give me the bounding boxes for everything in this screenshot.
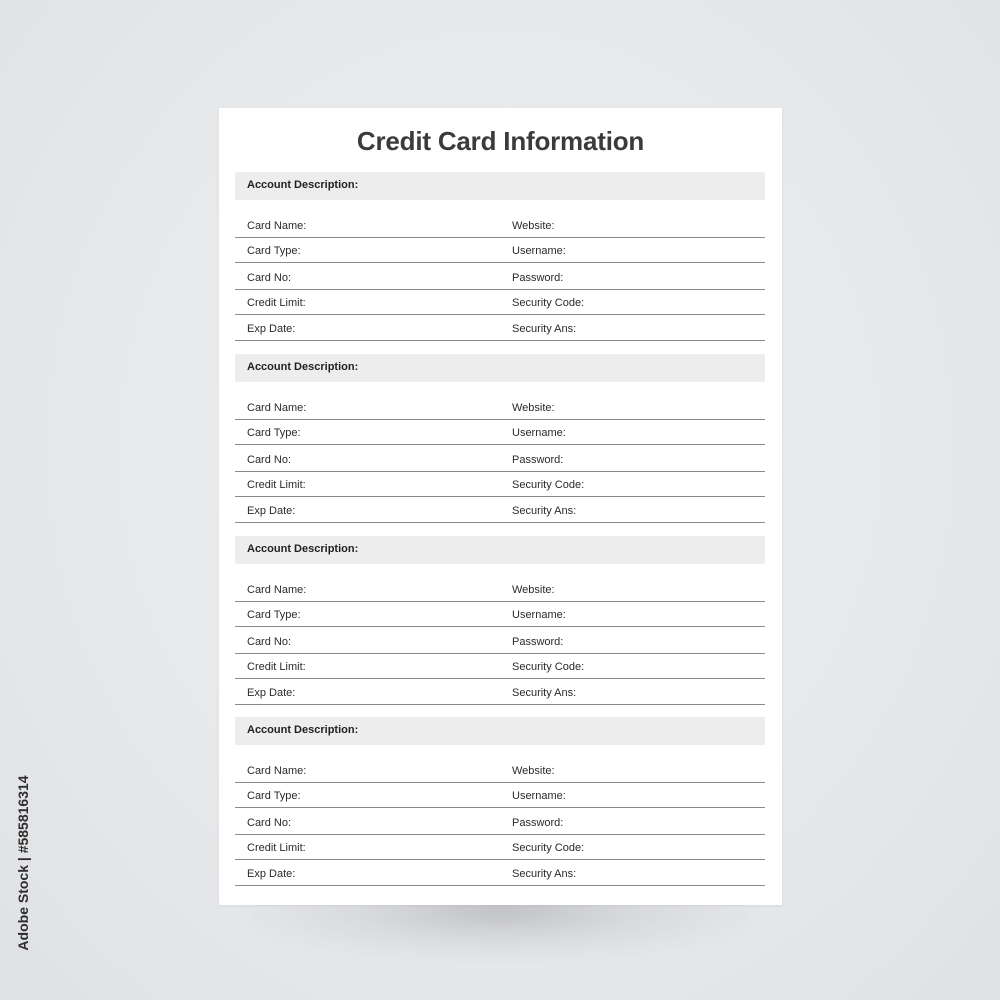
section-header [235, 536, 765, 564]
fill-in-line[interactable] [235, 626, 765, 627]
form-row [235, 475, 765, 497]
field-label-left: Credit Limit: [247, 661, 306, 673]
field-label-left: Card Type: [247, 245, 301, 257]
section-header [235, 172, 765, 200]
form-row [235, 450, 765, 472]
form-row [235, 268, 765, 290]
form-row [235, 786, 765, 808]
fill-in-line[interactable] [235, 237, 765, 238]
fill-in-line[interactable] [235, 859, 765, 860]
fill-in-line[interactable] [235, 419, 765, 420]
form-row [235, 398, 765, 420]
form-row [235, 216, 765, 238]
field-label-right: Website: [512, 402, 555, 414]
fill-in-line[interactable] [235, 314, 765, 315]
field-label-right: Username: [512, 427, 566, 439]
field-label-right: Website: [512, 765, 555, 777]
field-label-right: Security Ans: [512, 323, 577, 335]
fill-in-line[interactable] [235, 340, 765, 341]
form-row [235, 580, 765, 602]
field-label-right: Security Ans: [512, 505, 577, 517]
field-label-left: Exp Date: [247, 505, 296, 517]
field-label-left: Card No: [247, 454, 292, 466]
form-row [235, 319, 765, 341]
field-label-right: Security Code: [512, 479, 585, 491]
field-label-right: Security Ans: [512, 868, 577, 880]
form-row [235, 657, 765, 679]
field-label-left: Credit Limit: [247, 479, 306, 491]
field-label-right: Website: [512, 220, 555, 232]
field-label-right: Password: [512, 272, 564, 284]
stock-watermark-text: Adobe Stock | #585816314 [15, 775, 31, 951]
fill-in-line[interactable] [235, 885, 765, 886]
field-label-right: Password: [512, 454, 564, 466]
fill-in-line[interactable] [235, 601, 765, 602]
field-label-right: Security Code: [512, 297, 585, 309]
form-row [235, 632, 765, 654]
fill-in-line[interactable] [235, 807, 765, 808]
section-header-label: Account Description: [247, 724, 359, 736]
field-label-left: Credit Limit: [247, 842, 306, 854]
form-row [235, 761, 765, 783]
fill-in-line[interactable] [235, 704, 765, 705]
field-label-right: Security Code: [512, 661, 585, 673]
fill-in-line[interactable] [235, 444, 765, 445]
fill-in-line[interactable] [235, 678, 765, 679]
field-label-right: Security Code: [512, 842, 585, 854]
fill-in-line[interactable] [235, 471, 765, 472]
fill-in-line[interactable] [235, 522, 765, 523]
field-label-right: Password: [512, 636, 564, 648]
form-row [235, 838, 765, 860]
fill-in-line[interactable] [235, 834, 765, 835]
field-label-left: Card Name: [247, 584, 307, 596]
field-label-left: Exp Date: [247, 323, 296, 335]
page-title: Credit Card Information [356, 126, 645, 156]
field-label-left: Card Name: [247, 402, 307, 414]
form-row [235, 813, 765, 835]
field-label-left: Exp Date: [247, 868, 296, 880]
field-label-left: Credit Limit: [247, 297, 306, 309]
field-label-left: Card Type: [247, 790, 301, 802]
fill-in-line[interactable] [235, 262, 765, 263]
form-row [235, 683, 765, 705]
field-label-right: Password: [512, 817, 564, 829]
field-label-left: Card No: [247, 272, 292, 284]
fill-in-line[interactable] [235, 289, 765, 290]
fill-in-line[interactable] [235, 496, 765, 497]
field-label-left: Card No: [247, 817, 292, 829]
form-page [219, 108, 782, 905]
stock-watermark [8, 760, 38, 970]
field-label-right: Username: [512, 609, 566, 621]
field-label-right: Website: [512, 584, 555, 596]
section-header [235, 717, 765, 745]
field-label-left: Card No: [247, 636, 292, 648]
section-header-label: Account Description: [247, 179, 359, 191]
field-label-right: Username: [512, 790, 566, 802]
field-label-left: Card Type: [247, 609, 301, 621]
form-row [235, 423, 765, 445]
section-header-label: Account Description: [247, 543, 359, 555]
form-row [235, 293, 765, 315]
field-label-right: Username: [512, 245, 566, 257]
field-label-left: Exp Date: [247, 687, 296, 699]
fill-in-line[interactable] [235, 653, 765, 654]
section-header-label: Account Description: [247, 361, 359, 373]
field-label-left: Card Name: [247, 765, 307, 777]
section-header [235, 354, 765, 382]
form-row [235, 241, 765, 263]
fill-in-line[interactable] [235, 782, 765, 783]
form-row [235, 605, 765, 627]
field-label-left: Card Type: [247, 427, 301, 439]
form-row [235, 501, 765, 523]
field-label-right: Security Ans: [512, 687, 577, 699]
field-label-left: Card Name: [247, 220, 307, 232]
form-row [235, 864, 765, 886]
